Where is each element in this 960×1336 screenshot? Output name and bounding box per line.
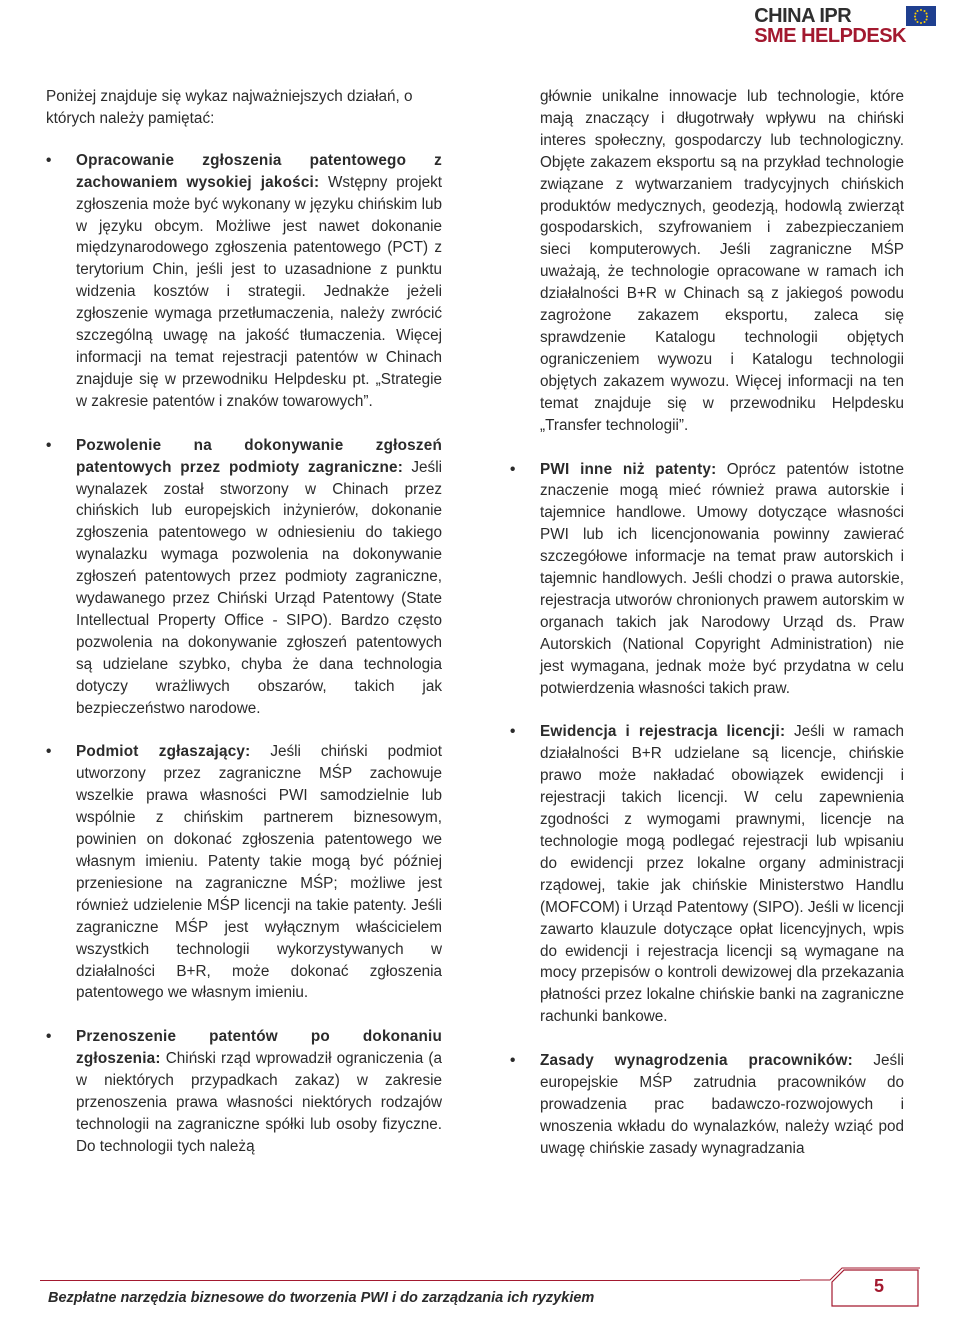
list-item [46,435,442,720]
list-item [510,1050,904,1160]
bullet: • [46,1028,52,1046]
list-item [46,150,442,413]
page-badge-icon [800,1262,920,1312]
item-label: Opracowanie zgłoszenia patentowego z zachowaniem wysokiej jakości: [76,151,442,191]
bullet: • [46,436,52,454]
item-label: Ewidencja i rejestracja licencji: [540,723,786,741]
item-text: Jeśli w ramach działalności B+R udzielane są licencje, chińskie prawo może nakładać obowiązek ewidencji i rejestracji takich licencji. W celu zapewnienia zgodności z wymogami prawnymi, licencje na technologie mogą podlegać rejestracji lub wpisaniu do ewidencji przez lokalne organy administracji rządowej, takie jak chińskie Ministerstwo Handlu (MOFCOM) i Urząd Patentowy (SIPO). Jeśli w licencji zawarto klauzule dotyczące opłat licencyjnych, wpis do ewidencji i rejestracja licencji są wymagane na mocy przepisów o kontroli dewizowej dla przekazania płatności przez lokalne chińskie banki na zagraniczne rachunki bankowe. [540,723,905,1026]
item-text: Wstępny projekt zgłoszenia może być wykonany w języku chińskim lub w języku obcym. Możliwe jest nawet dokonanie międzynarodowego zgłoszenia patentowego (PCT) z terytorium Chin, jeśli jest to uzasadnione z punktu widzenia kosztów i strategii. Jednakże jeżeli zgłoszenie wymaga przetłumaczenia, należy zwrócić szczególną uwagę na jakość tłumaczenia. Więcej informacji na temat rejestracji patentów w Chinach znajduje się w przewodniku Helpdesku pt. „Strategie w zakresie patentów i znaków towarowych”. [76,173,443,410]
left-column [46,86,442,1180]
item-label: Pozwolenie na dokonywanie zgłoszeń patentowych przez podmioty zagraniczne: [76,436,442,476]
item-label: Podmiot zgłaszający: [76,743,251,761]
list-item [510,721,904,1028]
item-text: Chiński rząd wprowadził ograniczenia (a w niektórych przypadkach zakaz) w zakresie przenoszenia prawa własności niektórych rodzajów technologii na zagraniczne spółki lub osoby fizyczne. Do technologii tych należą [76,1050,442,1155]
list-item [46,741,442,1004]
item-text: Oprócz patentów istotne znaczenie mogą mieć również prawa autorskie i tajemnice handlowe. Umowy dotyczące własności PWI lub ich licencjonowania powinny zawierać szczegółowe informacje na temat praw autorskich i tajemnic handlowych. Jeśli chodzi o prawa autorskie, rejestracja utworów chronionych prawem autorskim w organach takich jak Narodowy Urząd ds. Praw Autorskich (National Copyright Administration) nie jest wymagana, jednak może być przydatna w celu potwierdzenia własności takich praw. [540,460,904,697]
list-item [46,1026,442,1157]
logo-line-1: CHINA IPR [754,5,852,27]
eu-flag-icon [906,6,936,26]
footer-title: Bezpłatne narzędzia biznesowe do tworzenia PWI i do zarządzania ich ryzykiem [48,1290,595,1306]
bullet: • [510,1052,516,1070]
intro-paragraph: Poniżej znajduje się wykaz najważniejszych działań, o których należy pamiętać: [46,88,413,127]
logo-line-2: SME HELPDESK [754,25,906,47]
item-text: Jeśli europejskie MŚP zatrudnia pracowników do prowadzenia prac badawczo-rozwojowych i wnoszenia wkładu do wynalazków, należy wziąć pod uwagę chińskie zasady wynagradzania [540,1052,905,1157]
footer-divider [40,1280,800,1281]
bullet: • [510,723,516,741]
bullet: • [510,460,516,478]
bullet: • [46,743,52,761]
right-column [510,86,904,1182]
page-number: 5 [873,1276,884,1296]
bullet: • [46,151,52,169]
item-label: PWI inne niż patenty: [540,460,717,478]
header-logo [754,6,906,46]
item-text: Jeśli wynalazek został stworzony w Chinach przez chińskich lub europejskich inżynierów, dokonanie zgłoszenia patentowego w odniesieniu do takiego wynalazku wymaga pozwolenia na dokonywanie zgłoszeń patentowych przez podmioty zagraniczne, wydawanego przez Chiński Urząd Patentowy (State Intellectual Property Office - SIPO). Bardzo często pozwolenia na dokonywanie zgłoszeń patentowych są udzielane szybko, chyba że dana technologia dotyczy wrażliwych obszarów, takich jak bezpieczeństwo narodowe. [76,458,442,717]
item-label: Zasady wynagrodzenia pracowników: [540,1052,853,1070]
list-item [510,459,904,700]
continuation-paragraph: głównie unikalne innowacje lub technologie, które mają znaczący i długotrwały wpływu na chiński interes społeczny, gospodarczy lub technologiczny. Objęte zakazem eksportu są na przykład technologie związane z wytwarzaniem tradycyjnych chińskich produktów medycznych, geodezją, hodowlą zwierząt gospodarskich, szyfrowaniem i zabezpieczaniem sieci komputerowych. Jeśli zagraniczne MŚP uważają, że technologie opracowane w ramach ich działalności B+R w Chinach są z jakiegoś powodu zagrożone zakazem eksportu, zaleca się sprawdzenie Katalogu technologii objętych ograniczeniem wywozu i Katalogu technologii objętych zakazem wywozu. Więcej informacji na ten temat znajduje się w przewodniku Helpdesku „Transfer technologii”. [540,88,904,434]
item-label: Przenoszenie patentów po dokonaniu zgłoszenia: [76,1028,442,1068]
item-text: Jeśli chiński podmiot utworzony przez zagraniczne MŚP zachowuje wszelkie prawa własności PWI samodzielnie lub wspólnie z chińskim partnerem biznesowym, powinien on dokonać zgłoszenia patentowego we własnym imieniu. Patenty takie mogą być później przeniesione na zagraniczne MŚP; możliwe jest również udzielenie MŚP licencji na takie patenty. Jeśli zagraniczne MŚP jest wyłącznym właścicielem wszystkich technologii wykorzystywanych w działalności B+R, może dokonać zgłoszenia patentowego we własnym imieniu. [76,743,442,1002]
